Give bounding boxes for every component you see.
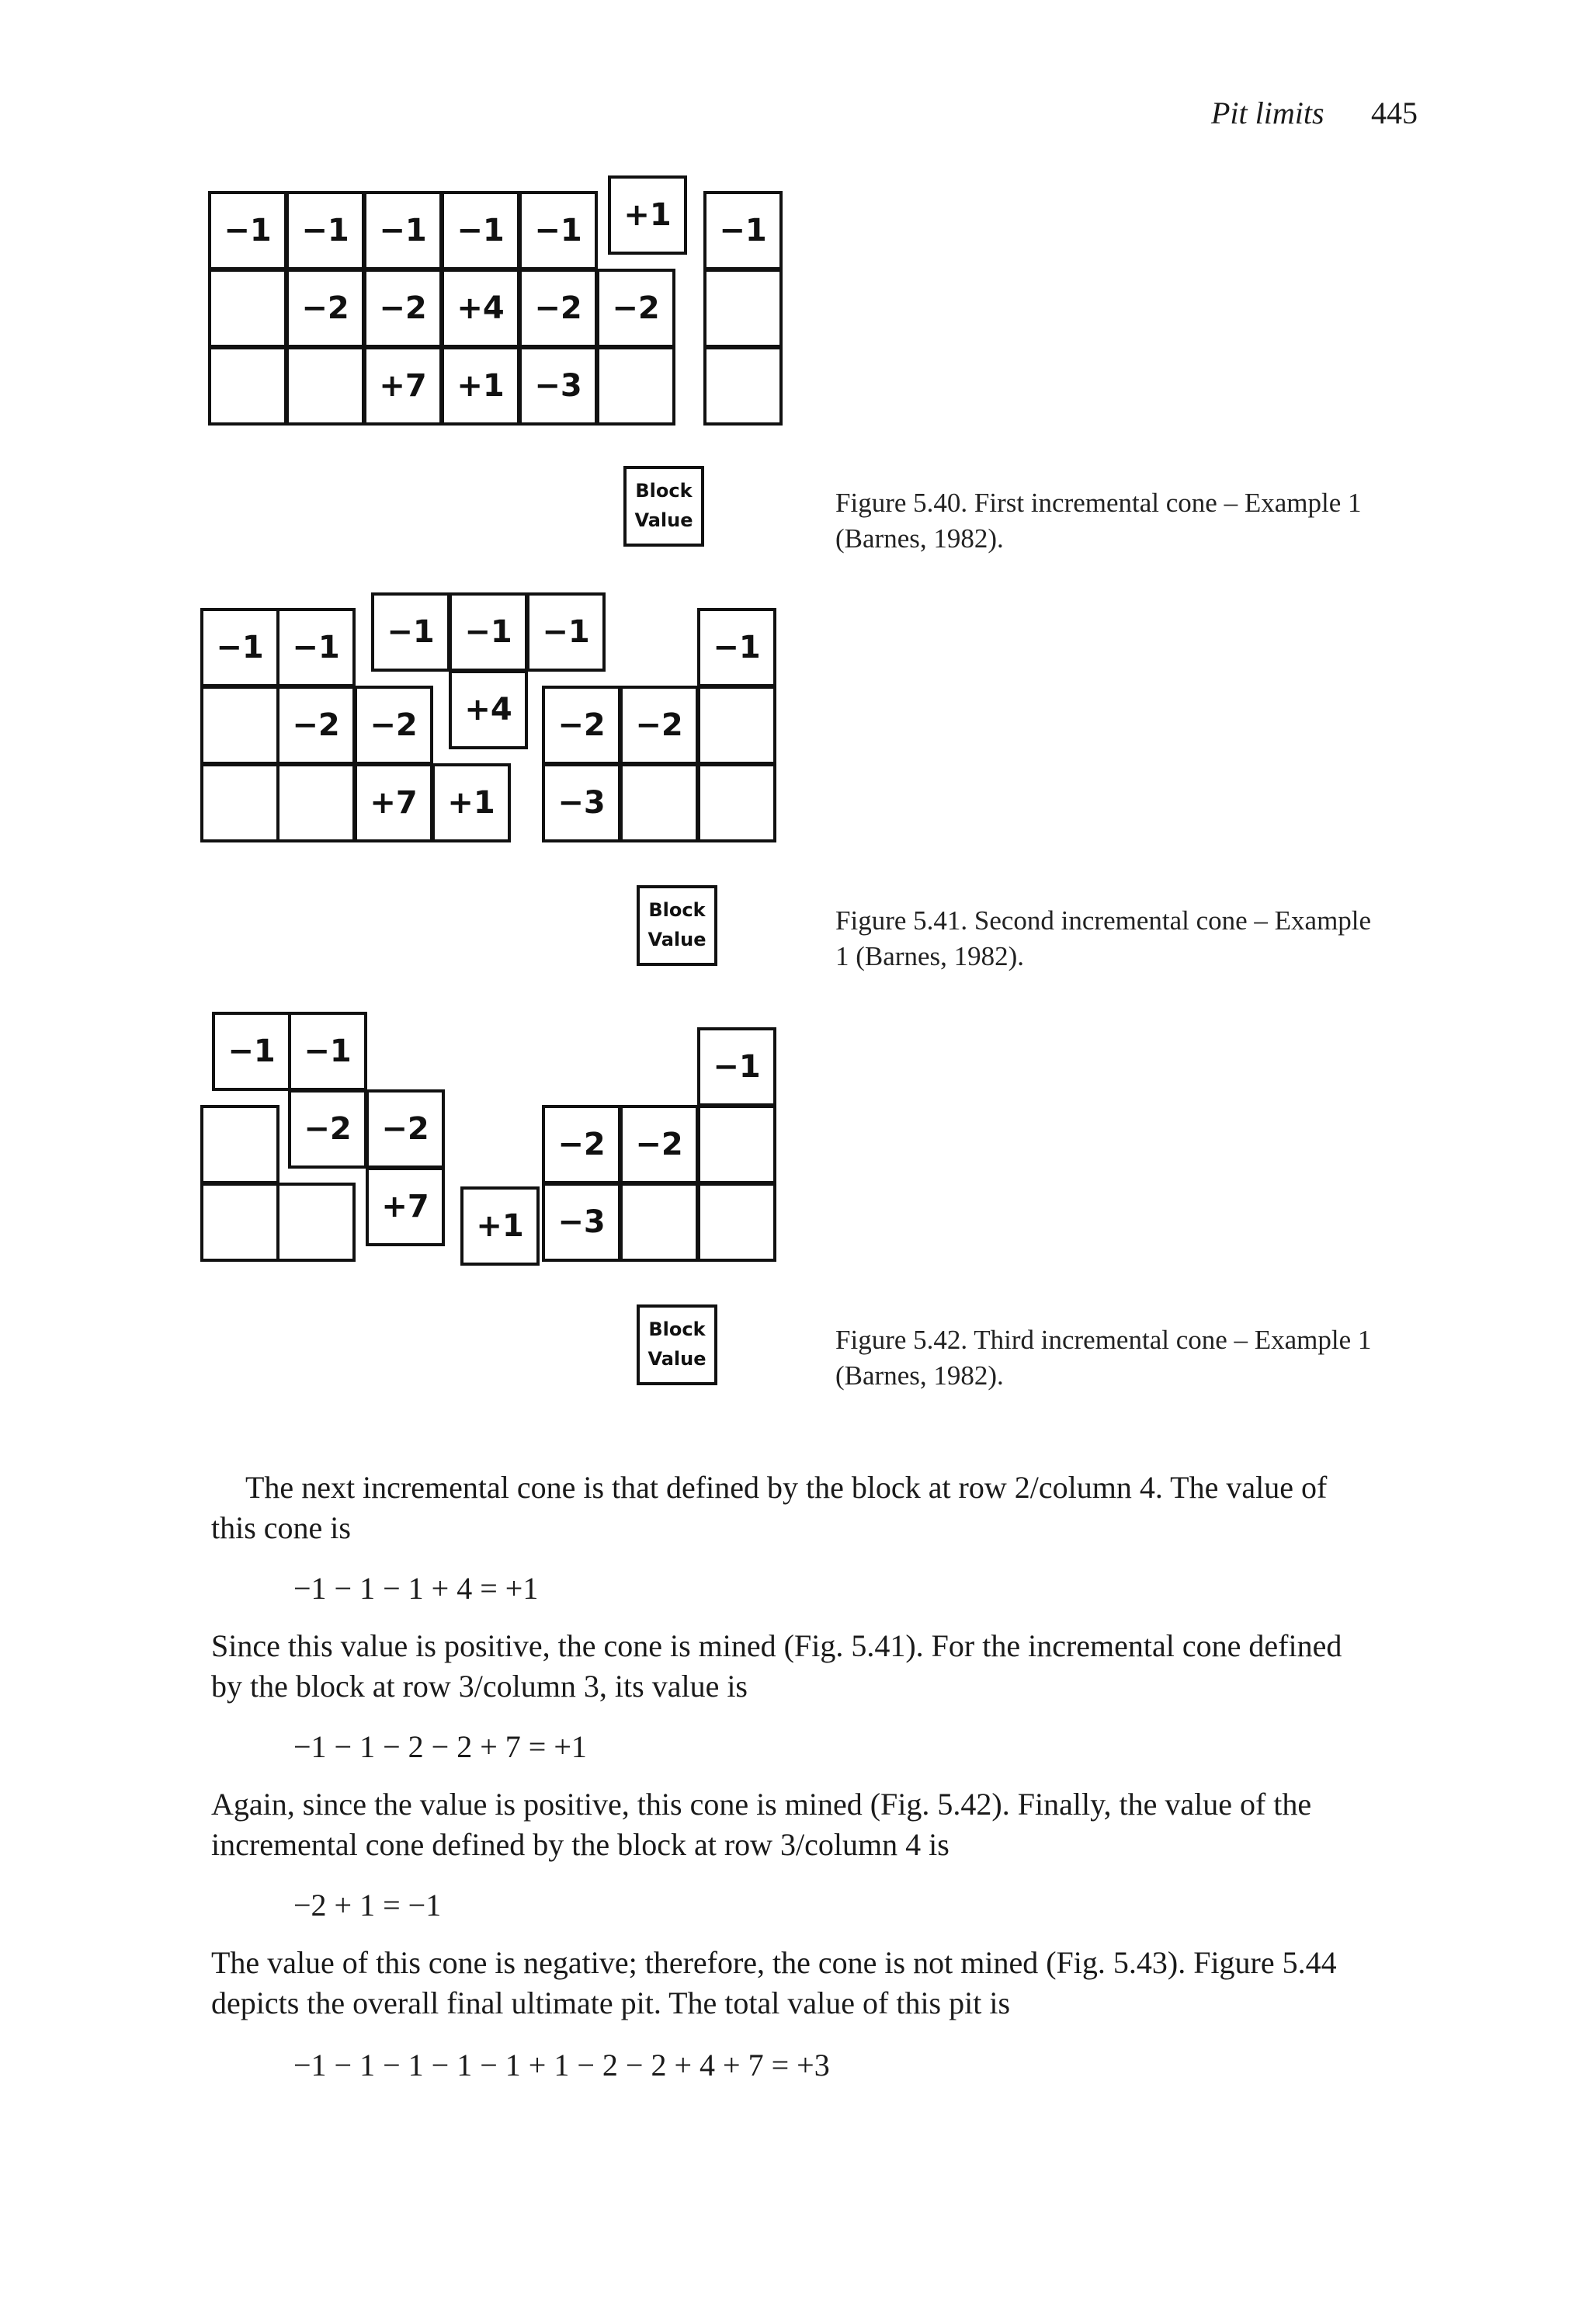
block-value-r2c6: −2 [635, 707, 683, 743]
block-value-r1c2: −1 [292, 630, 340, 665]
block-cell-r2c7 [699, 1106, 775, 1183]
block-value-r2c2: −2 [304, 1111, 352, 1147]
block-cell-r2c7 [705, 270, 781, 346]
paragraph-2 [211, 1626, 1578, 1707]
block-cell-r3c7 [705, 348, 781, 424]
block-value-r3c4: +1 [457, 368, 505, 404]
running-header-title: Pit limits [1211, 96, 1324, 130]
block-cell-r2c1 [202, 1106, 278, 1183]
block-value-r2c5: −2 [534, 290, 582, 326]
block-value-r1c4: −1 [457, 213, 505, 248]
equation-3: −2 + 1 = −1 [293, 1888, 442, 1923]
fig3-key [638, 1306, 716, 1384]
block-value-r3c3: +7 [370, 785, 418, 821]
text-line: The next incremental cone is that defined by the block at row 2/column 4. The value of [245, 1470, 1328, 1505]
block-value-r2c2: −2 [301, 290, 349, 326]
caption-line: Figure 5.41. Second incremental cone – Example [835, 905, 1372, 936]
block-cell-r3c1 [210, 348, 286, 424]
block-cell-r3c6 [598, 348, 674, 424]
fig1-cells [210, 177, 781, 424]
paragraph-1 [211, 1468, 1578, 1548]
text-line: by the block at row 3/column 3, its value is [211, 1669, 748, 1704]
caption-line: 1 (Barnes, 1982). [835, 941, 1025, 971]
block-value-r2c4: +4 [457, 290, 505, 326]
block-cell-r3c1 [202, 765, 278, 841]
equation-4: −1 − 1 − 1 − 1 − 1 + 1 − 2 − 2 + 4 + 7 = +3 [293, 2048, 830, 2083]
caption-line: Figure 5.40. First incremental cone – Example 1 [835, 488, 1362, 518]
block-value-r2c5: −2 [557, 1127, 606, 1162]
caption-line: (Barnes, 1982). [835, 523, 1004, 554]
caption-line: Figure 5.42. Third incremental cone – Example 1 [835, 1325, 1372, 1355]
block-value-r2c6: −2 [635, 1127, 683, 1162]
text-line: incremental cone defined by the block at row 3/column 4 is [211, 1827, 949, 1862]
text-line: depicts the overall final ultimate pit. The total value of this pit is [211, 1985, 1011, 2020]
block-cell-r2c1 [202, 687, 278, 763]
block-value-r2c6: −2 [612, 290, 660, 326]
block-value-r1c1: −1 [216, 630, 264, 665]
block-value-key [638, 887, 716, 964]
text-line: Again, since the value is positive, this cone is mined (Fig. 5.42). Finally, the value of the [211, 1787, 1312, 1822]
block-value-r1c7: −1 [713, 630, 761, 665]
caption-line: (Barnes, 1982). [835, 1360, 1004, 1391]
block-value-r1c5: −1 [534, 213, 582, 248]
fig2-cells [202, 594, 775, 841]
block-value-r1c4: −1 [464, 614, 512, 650]
paragraph-4 [211, 1943, 1578, 2024]
key-line-2: Value [647, 1348, 706, 1370]
block-cell-r3c2 [278, 1184, 354, 1260]
block-value-r3c5: −3 [557, 1204, 606, 1240]
text-line: Since this value is positive, the cone is mined (Fig. 5.41). For the incremental cone defined [211, 1628, 1342, 1663]
block-value-r3c4: +1 [476, 1208, 524, 1244]
figure-5-42-caption [835, 1322, 1425, 1394]
key-line-2: Value [634, 509, 693, 531]
block-value-r1c1: −1 [227, 1033, 276, 1069]
block-cell-r3c6 [621, 1184, 697, 1260]
block-value-r1c7: −1 [719, 213, 767, 248]
paragraph-3 [211, 1784, 1578, 1865]
page-number: 445 [1371, 96, 1418, 130]
block-value-r1c3: −1 [379, 213, 427, 248]
block-cell-r3c1 [202, 1184, 278, 1260]
figure-5-41-caption [835, 903, 1425, 974]
block-value-r3c4: +1 [447, 785, 495, 821]
block-cell-r3c7 [699, 1184, 775, 1260]
block-value-key [638, 1306, 716, 1384]
block-value-r2c3: −2 [381, 1111, 429, 1147]
block-value-r1c7: −1 [713, 1049, 761, 1085]
fig3-cells [202, 1013, 775, 1264]
block-value-r2c3: −2 [370, 707, 418, 743]
block-value-r3c3: +7 [381, 1189, 429, 1225]
block-value-r2c2: −2 [292, 707, 340, 743]
equation-1: −1 − 1 − 1 + 4 = +1 [293, 1571, 539, 1606]
block-value-r1c2: −1 [304, 1033, 352, 1069]
block-cell-r3c2 [278, 765, 354, 841]
fig1-key [625, 467, 703, 545]
block-value-r2c3: −2 [379, 290, 427, 326]
block-value-key [625, 467, 703, 545]
text-line: this cone is [211, 1510, 351, 1545]
key-line-1: Block [648, 899, 706, 921]
block-cell-r3c2 [287, 348, 363, 424]
block-value-r3c3: +7 [379, 368, 427, 404]
equation-2: −1 − 1 − 2 − 2 + 7 = +1 [293, 1729, 587, 1764]
text-line: The value of this cone is negative; therefore, the cone is not mined (Fig. 5.43). Figure 5.44 [211, 1945, 1337, 1980]
block-value-r1c3: −1 [387, 614, 435, 650]
block-value-r3c5: −3 [557, 785, 606, 821]
figure-5-40-caption [835, 485, 1425, 557]
fig2-key [638, 887, 716, 964]
block-value-r2c4: +4 [464, 692, 512, 728]
key-line-2: Value [647, 929, 706, 950]
block-value-r2c5: −2 [557, 707, 606, 743]
block-cell-r2c1 [210, 270, 286, 346]
block-cell-r2c7 [699, 687, 775, 763]
block-cell-r3c6 [621, 765, 697, 841]
block-value-r1c1: −1 [224, 213, 272, 248]
key-line-1: Block [635, 480, 693, 502]
block-value-r1c6: +1 [623, 197, 672, 233]
key-line-1: Block [648, 1318, 706, 1340]
block-cell-r3c7 [699, 765, 775, 841]
block-value-r1c2: −1 [301, 213, 349, 248]
block-value-r1c5: −1 [542, 614, 590, 650]
block-value-r3c5: −3 [534, 368, 582, 404]
